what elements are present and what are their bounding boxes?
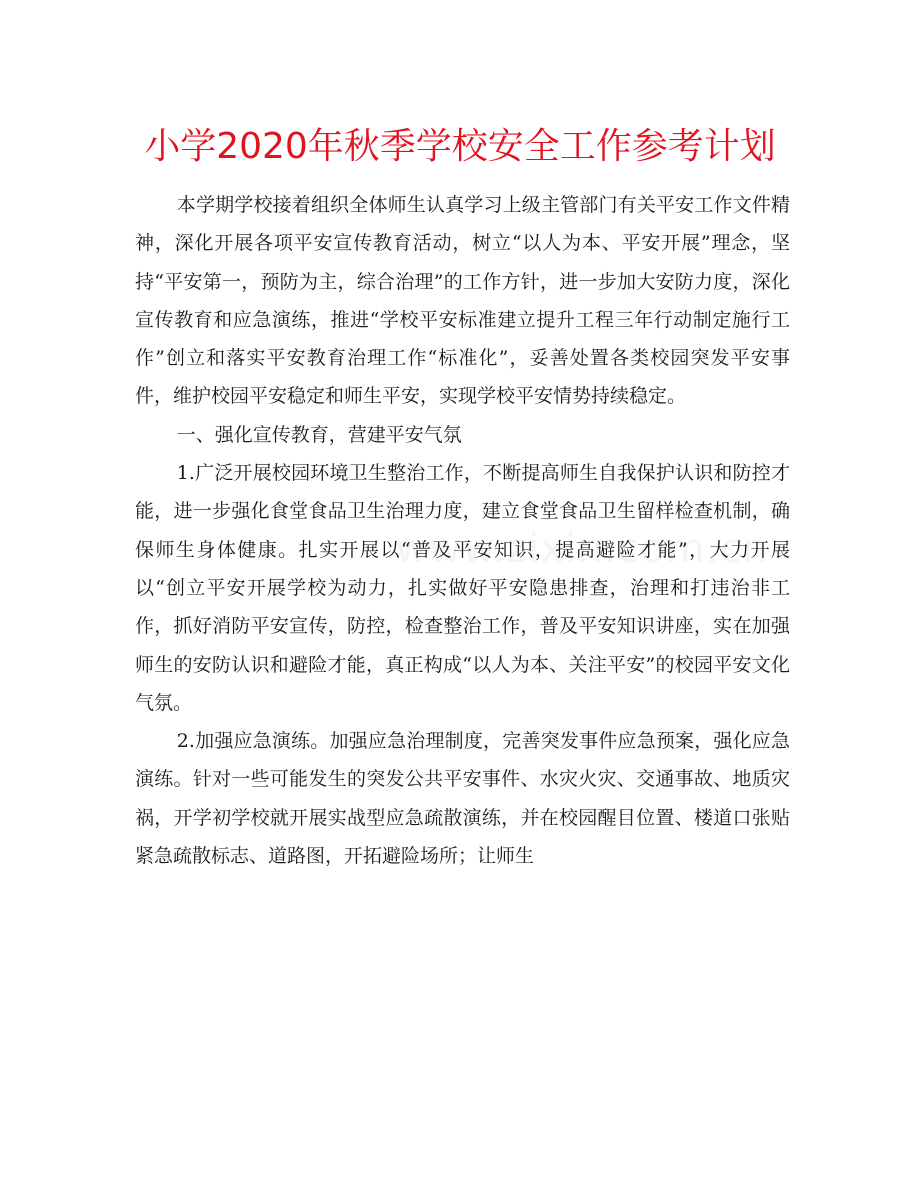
paragraph-intro: 本学期学校接着组织全体师生认真学习上级主管部门有关平安工作文件精神，深化开展各项平安宣传教育活动，树立“以人为本、平安开展”理念，坚持“平安第一，预防为主，综合治理”的工作方针，进一步加大安防力度，深化宣传教育和应急演练，推进“学校平安标准建立提升工程三年行动制定施行工作”创立和落实平安教育治理工作“标准化”，妥善处置各类校园突发平安事件，维护校园平安稳定和师生平安，实现学校平安情势持续稳定。 [135,194,790,408]
paragraph-item-2: 2.加强应急演练。加强应急治理制度，完善突发事件应急预案，强化应急演练。针对一些可能发生的突发公共平安事件、水灾火灾、交通事故、地质灾祸，开学初学校就开展实战型应急疏散演练，并在校园醒目位置、楼道口张贴紧急疏散标志、道路图，开拓避险场所；让师生 [135,730,790,868]
document-title: 小学2020年秋季学校安全工作参考计划 [144,126,776,167]
document-body [135,186,790,875]
section-heading-1: 一、强化宣传教育，营建平安气氛 [176,423,462,446]
paragraph-item-1: 1.广泛开展校园环境卫生整治工作，不断提高师生自我保护认识和防控才能，进一步强化食堂食品卫生治理力度，建立食堂食品卫生留样检查机制，确保师生身体健康。扎实开展以“普及平安知识，提高避险才能”，大力开展以“创立平安开展学校为动力，扎实做好平安隐患排查，治理和打违治非工作，抓好消防平安宣传，防控，检查整治工作，普及平安知识讲座，实在加强师生的安防认识和避险才能，真正构成“以人为本、关注平安”的校园平安文化气氛。 [135,462,790,714]
